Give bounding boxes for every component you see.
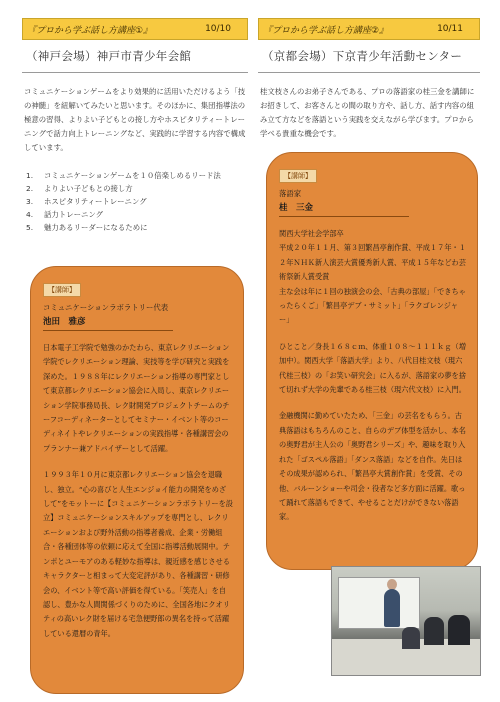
course-title: 『プロから学ぶ話し方講座①』	[27, 25, 153, 36]
list-item	[26, 195, 248, 208]
lecturer-bio: １９９３年１０月に東京都レクリエーション協会を退職し、独立。“心の喜びと人生エンジョイ能力の開発をめざして”をモットーに【コミュニケーションラボラトリーを設立】コミュニケーションスキルアップを専門とし、レクリエーションおよび野外活動の指導者養成、企業・労働組合・各種団体等の依頼に応えて全国に指導活動展開中。テンポとユーモアのある軽妙な指導は、親近感を感じさせるキャラクターと相まって大変定評があり、各種講習・研修会の、イベント等で高い評価を得ている。「笑売人」を自認し、豊かな人間関係づくりのために、全国各地にクオリティの高いレク財を届ける宅急便野郎の異名を持って活躍している還暦の青年。	[43, 470, 233, 638]
attendee	[424, 617, 444, 645]
venue-title: （神戸会場）神戸市青少年会館	[22, 48, 248, 73]
course-header-1	[22, 18, 248, 40]
item-text: 魅力あるリーダーになるために	[44, 223, 148, 232]
item-text: コミュニケーションゲームを１０倍楽しめるリード法	[44, 171, 221, 180]
item-number: 3.	[26, 197, 34, 206]
list-item	[26, 221, 248, 234]
item-text: 話力トレーニング	[44, 210, 103, 219]
lecturer-bio: 日本電子工学院で勉強のかたわら、東京レクリエーション学院でレクリエーション理論、実技等を学び研究と実践を深めた。１９８８年にレクリエーション指導の専門家として東京都レクリエーション協会に入局し、東京レクリエーション学院事務局長、レク財開発プロジェクトチームのチーフコーディネーターとしてセミナー・イベント等のコーディネイトやレクリエーションの実践指導・各種講習会のプランナー兼アドバイザーとして活躍。	[43, 343, 230, 453]
lecturer-bio: ひとこと／身長１６８ｃｍ、体重１０８～１１１ｋｇ（増加中）。関西大学「落語大学」より、八代目桂文枝（現六代桂三枝）の「お笑い研究会」に入るが、落語家の夢を捨て切れず大学の先輩である桂三枝（現六代文枝）に入門。	[279, 341, 466, 395]
course-title: 『プロから学ぶ話し方講座②』	[263, 25, 389, 36]
attendee	[448, 615, 470, 645]
whiteboard	[338, 577, 420, 629]
lecturer-role: コミュニケーションラボラトリー代表	[43, 303, 169, 312]
course-intro: 桂文枝さんのお弟子さんである、プロの落語家の桂三金を講師にお招きして、お客さんとの間の取り方や、話し方、話す内容の組み立て方などを落語という実践を交えながら学びます。プロから学べる貴重な機会です。	[260, 87, 475, 138]
lecturer-role: 落語家	[279, 189, 302, 198]
item-text: ホスピタリティートレーニング	[44, 197, 147, 206]
course-intro: コミュニケーションゲームをより効果的に活用いただけるよう「技の神髄」を紐解いてみたいと思います。そのほかに、集団指導法の極意の習得、よりよい子どもとの接し方やホスピタリティートレーニングで話力向上トレーニングなど、実践的に学習する内容で構成しています。	[24, 87, 246, 152]
item-number: 1.	[26, 171, 34, 180]
right-column	[258, 18, 480, 522]
lecturer-box	[30, 266, 244, 694]
lecturer-bio: 関西大学社会学部卒 平成２０年１１月、第３回繁昌亭創作賞、平成１７年・１２年ＮＨＫ新人演芸大賞優秀新人賞、平成１５年などわ芸術祭新人賞受賞 主な会は年に１回の独演会の会、「古典の部屋」「できちゃったらくご」「繁昌亭デブ・サミット」「ラクゴレンジャー」	[279, 229, 466, 325]
lecturer-box	[266, 152, 478, 570]
lecturer-name: 桂 三金	[279, 201, 409, 217]
course-date: 10/10	[205, 24, 231, 34]
item-text: よりよい子どもとの接し方	[44, 184, 133, 193]
speaker	[384, 589, 400, 627]
agenda-list	[26, 169, 248, 234]
lecturer-name: 池田 雅彦	[43, 315, 173, 331]
lecturer-bio: 金融機関に勤めていたため、「三金」の芸名をもらう。古典落語はもちろんのこと、自らのデブ体型を活かし、本名の奥野君が主人公の「奥野君シリーズ」や、趣味を取り入れた「ゴスペル落語」「ダンス落語」などを自作。先日はその成果が認められ、「繁昌亭大賞創作賞」を受賞、その他、バルーンショーや司会・役者など多方面に活躍。歌って踊れて落語もできて、やせることだけができない落語家。	[279, 411, 466, 522]
list-item	[26, 182, 248, 195]
seminar-photo	[331, 566, 481, 676]
lecturer-badge: 【講師】	[279, 169, 317, 183]
item-number: 4.	[26, 210, 34, 219]
lecturer-badge: 【講師】	[43, 283, 81, 297]
list-item	[26, 169, 248, 182]
list-item	[26, 208, 248, 221]
attendee	[402, 627, 420, 649]
item-number: 5.	[26, 223, 34, 232]
course-date: 10/11	[437, 24, 463, 34]
course-header-2	[258, 18, 480, 40]
venue-title: （京都会場）下京青少年活動センター	[258, 48, 480, 73]
left-column	[22, 18, 248, 638]
item-number: 2.	[26, 184, 34, 193]
